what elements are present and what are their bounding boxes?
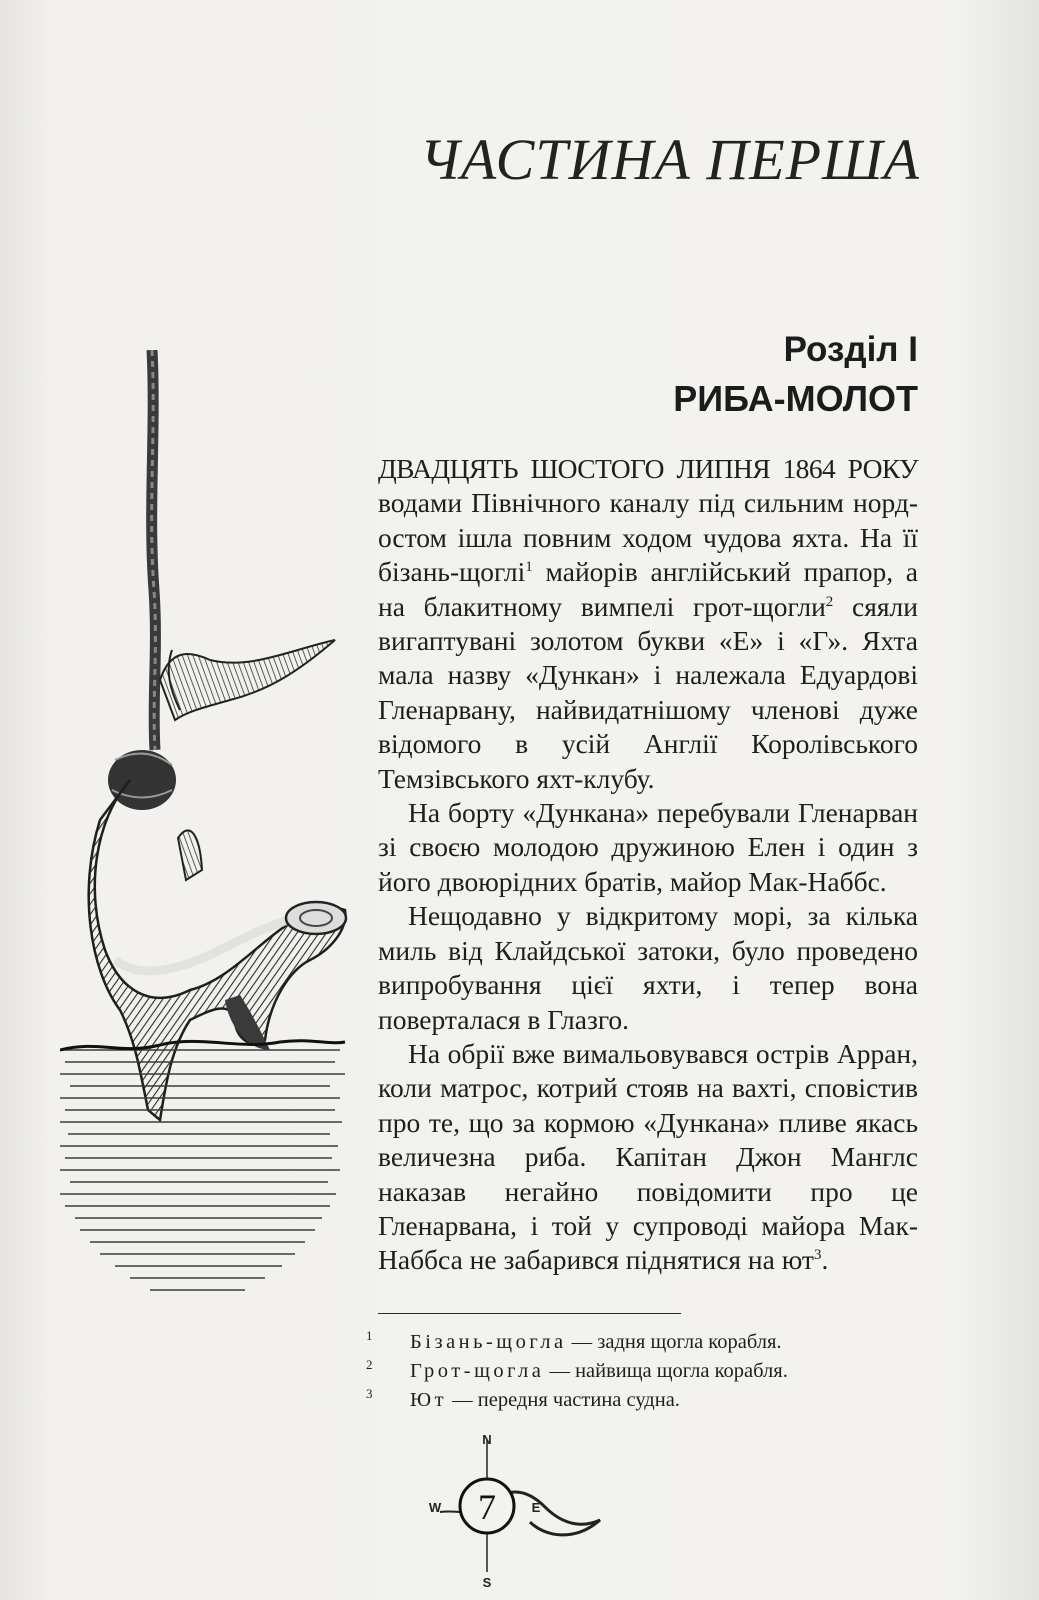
paragraph-4 xyxy=(378,1037,918,1278)
paragraph-1 xyxy=(378,452,918,796)
compass-south-label: S xyxy=(482,1575,492,1590)
footnote-divider xyxy=(378,1313,681,1314)
footnote-ref-1[interactable]: 1 xyxy=(525,559,533,576)
paragraph-text: майорів англійський прапор, а на блакитному вимпелі грот-щогли xyxy=(378,556,918,622)
part-title: ЧАСТИНА ПЕРША xyxy=(419,127,920,192)
compass-north-label: N xyxy=(482,1432,492,1447)
chapter-number: Розділ I xyxy=(783,330,918,369)
paragraph-2: На борту «Дункана» перебували Гленарван зі своєю молодою дружиною Елен і один з його двоюрідних братів, майор Мак-Наббс. xyxy=(378,797,918,897)
chapter-title: РИБА-МОЛОТ xyxy=(673,378,918,419)
hammerhead-shark-illustration xyxy=(60,350,355,1330)
page-number: 7 xyxy=(478,1487,496,1527)
compass-east-label: E xyxy=(531,1500,541,1515)
footnote-ref-2[interactable]: 2 xyxy=(825,593,834,610)
footnote-definition: — передня частина судна. xyxy=(447,1388,680,1411)
paragraph-text: водами Північного каналу під сильним норд-остом ішла повним ходом чудова яхта. На її бізань-щоглі xyxy=(378,487,918,588)
footnote-term: Бізань-щогла xyxy=(410,1330,567,1353)
compass-west-label: W xyxy=(428,1500,442,1515)
chapter-body xyxy=(378,452,918,1278)
footnote-term: Ют xyxy=(410,1388,448,1411)
footnote-ref-3[interactable]: 3 xyxy=(813,1247,822,1264)
footnote-definition: — задня щогла корабля. xyxy=(566,1330,782,1353)
footnote-number: 2 xyxy=(366,1357,373,1372)
paragraph-lead: ДВАДЦЯТЬ ШОСТОГО ЛИПНЯ 1864 РОКУ xyxy=(378,453,918,484)
footnote-definition: — найвища щогла корабля. xyxy=(544,1359,788,1382)
paragraph-text: На обрії вже вимальовувався острів Арран, коли матрос, котрий стояв на вахті, сповістив про те, що за кормою «Дункана» пливе якась величезна риба. Капітан Джон Манглс наказав негайно повідомити про це Гленарвана, і той у супроводі майора Мак-Наббса не забарився піднятися на ют xyxy=(378,1037,918,1276)
paragraph-3: Нещодавно у відкритому морі, за кілька миль від Клайдської затоки, було проведено випробування цієї яхти, і тепер вона поверталася в Глазго. xyxy=(378,900,918,1035)
footnote-3 xyxy=(366,1380,926,1414)
footnote-number: 1 xyxy=(366,1328,373,1343)
compass-page-number xyxy=(425,1432,605,1592)
paragraph-text: . xyxy=(821,1244,829,1276)
footnote-term: Грот-щогла xyxy=(410,1359,545,1382)
footnote-number: 3 xyxy=(366,1386,373,1401)
paragraph-text: сяяли вигаптувані золотом букви «Е» і «Г». Яхта мала назву «Дункан» і належала Едуардові Гленарвану, найвидатнішому членові дуже відомого в усій Англії Королівського Темзівського яхт-клубу. xyxy=(378,590,918,794)
